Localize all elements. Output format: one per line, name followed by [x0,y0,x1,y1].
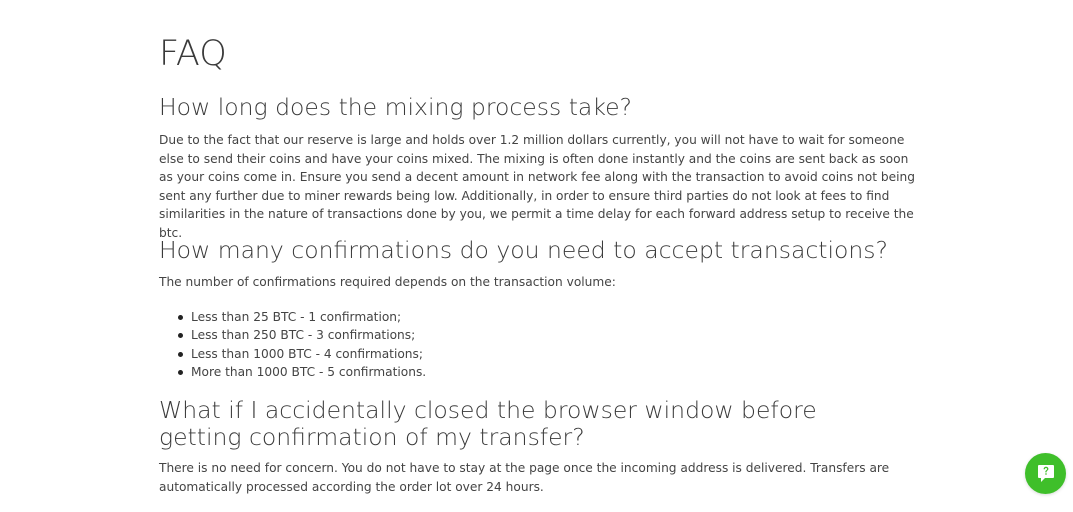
list-item: More than 1000 BTC - 5 confirmations. [191,363,426,381]
faq-question-mixing-time: How long does the mixing process take? [159,93,633,121]
help-chat-icon [1037,464,1055,484]
faq-answer-mixing-time: Due to the fact that our reserve is large and holds over 1.2 million dollars currently, you will not have to wait for someone else to send their coins and have your coins mixed. The mixing is often done instantly and the coins are sent back as soon as your coins come in. Ensure you send a decent amount in network fee along with the transaction to avoid coins not being sent any further due to miner rewards being low. Additionally, in order to ensure third parties do not look at fees to find similarities in the nature of transactions done by you, we permit a time delay for each forward address setup to receive the btc. [159,133,915,240]
list-item: Less than 1000 BTC - 4 confirmations; [191,345,426,363]
list-item: Less than 25 BTC - 1 confirmation; [191,308,426,326]
faq-answer-confirmations: The number of confirmations required depends on the transaction volume: [159,275,616,289]
faq-answer-closed-browser: There is no need for concern. You do not have to stay at the page once the incoming address is delivered. Transfers are automatically processed according the order lot over 24 hours. [159,461,890,494]
list-item: Less than 250 BTC - 3 confirmations; [191,326,426,344]
help-chat-button[interactable] [1025,453,1066,494]
page-title: FAQ [159,34,227,74]
faq-question-closed-browser: What if I accidentally closed the browser window before getting confirmation of my transfer? [159,396,817,451]
confirmations-list [173,308,426,381]
faq-question-confirmations: How many confirmations do you need to accept transactions? [159,236,889,264]
